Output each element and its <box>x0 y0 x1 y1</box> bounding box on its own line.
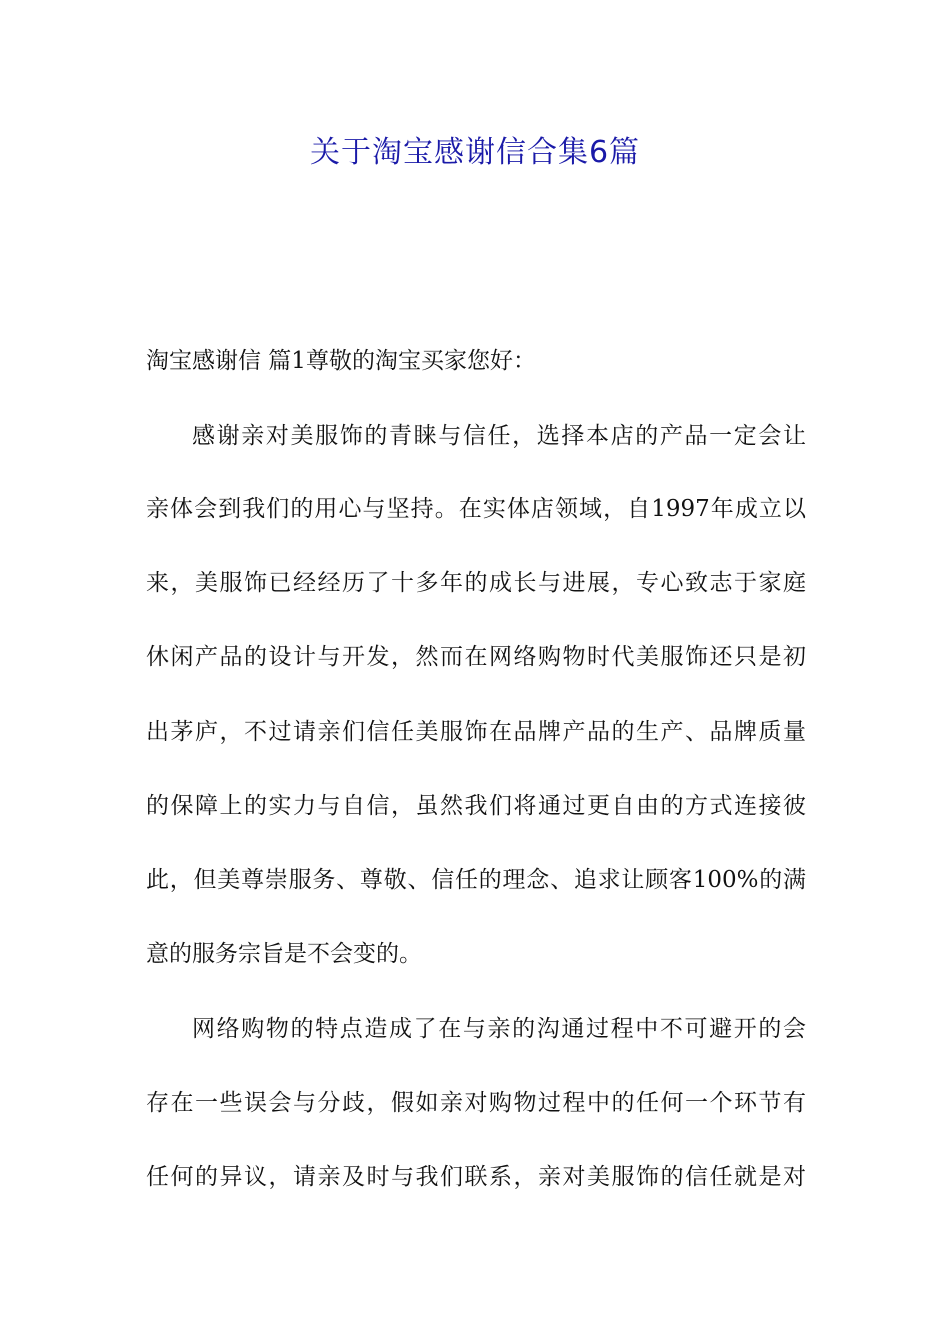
paragraph-line: 存在一些误会与分歧，假如亲对购物过程中的任何一个环节有 <box>146 1090 806 1116</box>
paragraph-line: 感谢亲对美服饰的青睐与信任，选择本店的产品一定会让 <box>192 423 806 449</box>
paragraph-line: 的保障上的实力与自信，虽然我们将通过更自由的方式连接彼 <box>146 793 806 819</box>
paragraph-line: 网络购物的特点造成了在与亲的沟通过程中不可避开的会 <box>192 1016 806 1042</box>
paragraph-line: 任何的异议，请亲及时与我们联系，亲对美服饰的信任就是对 <box>146 1164 806 1190</box>
paragraph-line: 意的服务宗旨是不会变的。 <box>146 941 422 967</box>
heading-line: 淘宝感谢信 篇1尊敬的淘宝买家您好： <box>146 348 536 374</box>
paragraph-line: 出茅庐，不过请亲们信任美服饰在品牌产品的生产、品牌质量 <box>146 719 806 745</box>
paragraph-line: 休闲产品的设计与开发，然而在网络购物时代美服饰还只是初 <box>146 644 806 670</box>
document-title: 关于淘宝感谢信合集6篇 <box>309 135 641 170</box>
paragraph-line: 此，但美尊崇服务、尊敬、信任的理念、追求让顾客100%的满 <box>146 867 806 893</box>
paragraph-line: 亲体会到我们的用心与坚持。在实体店领域，自1997年成立以 <box>146 496 806 522</box>
paragraph-line: 来，美服饰已经经历了十多年的成长与进展，专心致志于家庭 <box>146 570 806 596</box>
